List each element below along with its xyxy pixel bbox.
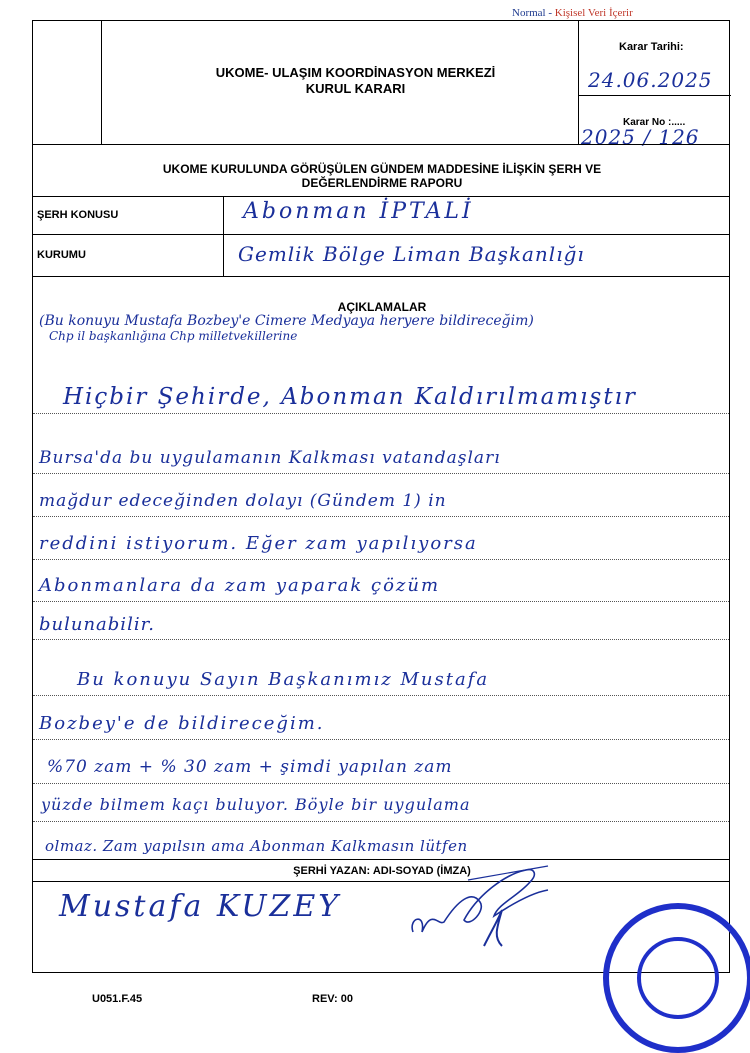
dotted-rule xyxy=(33,516,729,517)
body-line: reddini istiyorum. Eğer zam yapılıyorsa xyxy=(39,533,478,554)
signature-label-divider xyxy=(33,881,729,882)
number-value: 2025 / 126 xyxy=(581,125,700,149)
institution-label: KURUMU xyxy=(37,249,86,261)
classification-label xyxy=(512,7,633,19)
body-line: olmaz. Zam yapılsın ama Abonman Kalkmasın lütfen xyxy=(45,837,468,855)
dotted-rule xyxy=(33,639,729,640)
title-divider xyxy=(33,196,729,197)
explanations-note-line2: Chp il başkanlığına Chp milletvekillerine xyxy=(49,329,298,343)
subject-row-divider xyxy=(33,234,729,235)
date-label: Karar Tarihi: xyxy=(619,41,684,53)
decision-form xyxy=(32,20,730,973)
signature-divider xyxy=(33,859,729,860)
explanations-heading: AÇIKLAMALAR xyxy=(337,300,427,314)
meta-cell-divider xyxy=(578,21,579,144)
official-stamp xyxy=(603,903,750,1053)
dotted-rule xyxy=(33,695,729,696)
revision: REV: 00 xyxy=(312,993,353,1005)
dotted-rule xyxy=(33,821,729,822)
dotted-rule xyxy=(33,473,729,474)
header-divider xyxy=(33,144,729,145)
dotted-rule xyxy=(33,739,729,740)
body-line: mağdur edeceğinden dolayı (Gündem 1) in xyxy=(39,491,447,511)
report-title-line1: UKOME KURULUNDA GÖRÜŞÜLEN GÜNDEM MADDESİNE İLİŞKİN ŞERH VE xyxy=(162,162,602,176)
dotted-rule xyxy=(33,601,729,602)
subject-label: ŞERH KONUSU xyxy=(37,209,119,221)
explanations-note-line1: (Bu konuyu Mustafa Bozbey'e Cimere Medyaya heryere bildireceğim) xyxy=(39,313,534,329)
classification-prefix: Normal - xyxy=(512,7,555,19)
body-line: Hiçbir Şehirde, Abonman Kaldırılmamıştır xyxy=(63,384,637,410)
body-line: yüzde bilmem kaçı buluyor. Böyle bir uygulama xyxy=(41,795,471,814)
body-line: Bursa'da bu uygulamanın Kalkması vatandaşları xyxy=(39,448,501,468)
logo-cell-divider xyxy=(101,21,102,144)
body-line: bulunabilir. xyxy=(39,614,155,635)
meta-row-divider xyxy=(578,95,731,96)
body-line: %70 zam + % 30 zam + şimdi yapılan zam xyxy=(47,757,453,777)
fields-bottom-divider xyxy=(33,276,729,277)
org-subtitle: KURUL KARARI xyxy=(305,81,406,96)
fields-divider xyxy=(223,196,224,276)
date-value: 24.06.2025 xyxy=(588,68,713,92)
dotted-rule xyxy=(33,783,729,784)
institution-value: Gemlik Bölge Liman Başkanlığı xyxy=(238,242,585,266)
report-title-line2: DEĞERLENDİRME RAPORU xyxy=(301,176,463,190)
body-line: Abonmanlara da zam yaparak çözüm xyxy=(39,575,441,596)
personal-data-label: Kişisel Veri İçerir xyxy=(554,7,633,19)
stamp-inner-ring xyxy=(637,937,719,1019)
dotted-rule xyxy=(33,413,729,414)
body-line: Bu konuyu Sayın Başkanımız Mustafa xyxy=(77,669,490,690)
form-code: U051.F.45 xyxy=(92,993,143,1005)
dotted-rule xyxy=(33,559,729,560)
body-line: Bozbey'e de bildireceğim. xyxy=(39,713,325,734)
signer-name: Mustafa KUZEY xyxy=(59,889,342,924)
number-label: Karar No :..... xyxy=(623,117,686,128)
subject-value: Abonman İPTALİ xyxy=(243,199,474,224)
org-title: UKOME- ULAŞIM KOORDİNASYON MERKEZİ xyxy=(215,65,496,80)
handwritten-signature xyxy=(398,860,578,950)
signature-label: ŞERHİ YAZAN: ADI-SOYAD (İMZA) xyxy=(293,865,471,877)
